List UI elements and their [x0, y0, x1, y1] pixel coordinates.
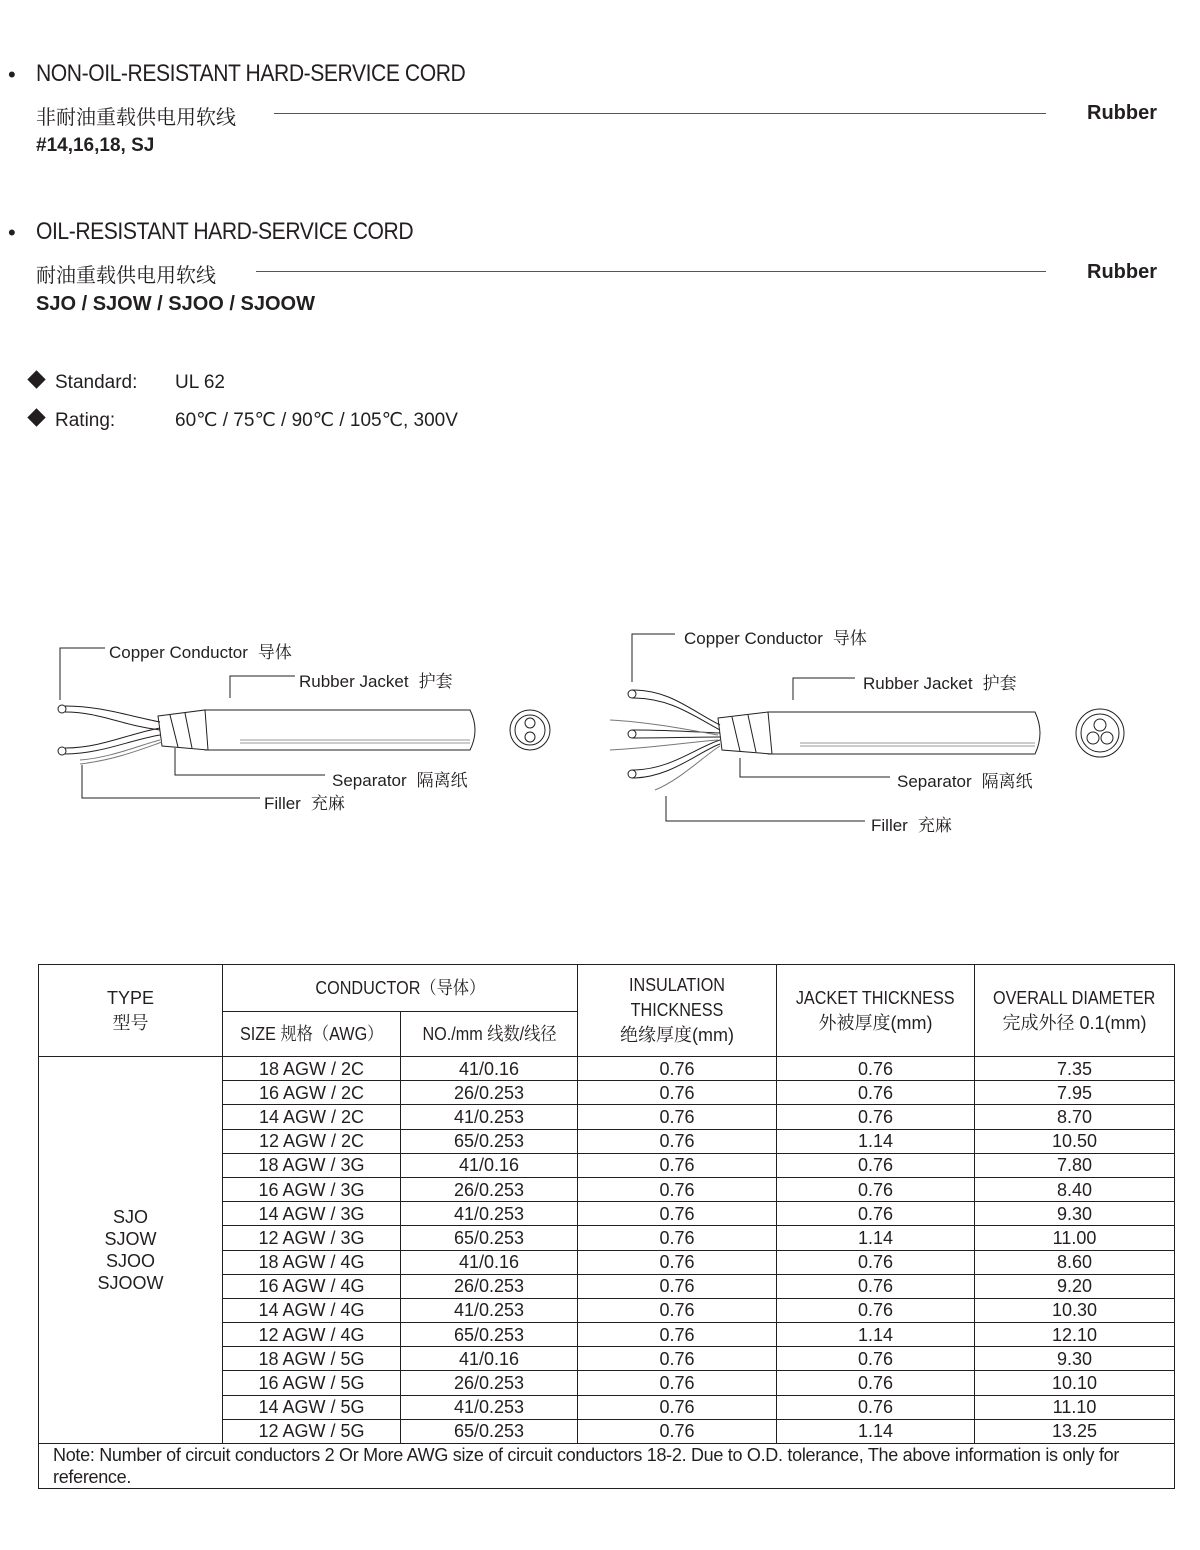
cell-no: 65/0.253 [401, 1419, 578, 1443]
label-filler: Filler 充麻 [871, 816, 952, 836]
cell-jacket: 0.76 [777, 1177, 975, 1201]
cell-size: 12 AGW / 3G [223, 1226, 401, 1250]
cell-size: 14 AGW / 4G [223, 1298, 401, 1322]
cell-no: 65/0.253 [401, 1323, 578, 1347]
cell-jacket: 0.76 [777, 1153, 975, 1177]
cell-jacket: 0.76 [777, 1298, 975, 1322]
cell-diameter: 8.60 [975, 1250, 1175, 1274]
bullet: • [8, 220, 16, 245]
cell-diameter: 10.50 [975, 1129, 1175, 1153]
label-rubber-jacket: Rubber Jacket 护套 [863, 674, 1017, 694]
cell-insulation: 0.76 [578, 1298, 777, 1322]
cell-no: 41/0.16 [401, 1057, 578, 1081]
cell-size: 16 AGW / 3G [223, 1177, 401, 1201]
cell-no: 26/0.253 [401, 1081, 578, 1105]
cell-size: 14 AGW / 2C [223, 1105, 401, 1129]
cell-size: 18 AGW / 5G [223, 1347, 401, 1371]
cell-size: 16 AGW / 5G [223, 1371, 401, 1395]
table-row [39, 1057, 1175, 1081]
cell-insulation: 0.76 [578, 1202, 777, 1226]
cell-jacket: 1.14 [777, 1323, 975, 1347]
header-size: SIZE 规格（AWG） [223, 1012, 401, 1057]
divider-line [256, 271, 1046, 272]
type-label: SJOW [104, 1229, 157, 1249]
label-copper-conductor: Copper Conductor 导体 [684, 629, 867, 649]
cell-size: 16 AGW / 2C [223, 1081, 401, 1105]
cell-insulation: 0.76 [578, 1057, 777, 1081]
cell-diameter: 10.10 [975, 1371, 1175, 1395]
cell-insulation: 0.76 [578, 1347, 777, 1371]
spec-rating [30, 409, 458, 432]
cell-size: 12 AGW / 4G [223, 1323, 401, 1347]
cell-jacket: 0.76 [777, 1274, 975, 1298]
type-cell [39, 1057, 223, 1444]
divider-line [274, 113, 1046, 114]
header-insulation: INSULATION THICKNESS 绝缘厚度(mm) [578, 965, 777, 1057]
cell-insulation: 0.76 [578, 1419, 777, 1443]
spec-value: UL 62 [175, 372, 225, 393]
cell-no: 41/0.253 [401, 1298, 578, 1322]
cell-insulation: 0.76 [578, 1153, 777, 1177]
cell-jacket: 1.14 [777, 1129, 975, 1153]
cell-no: 26/0.253 [401, 1274, 578, 1298]
cell-diameter: 11.10 [975, 1395, 1175, 1419]
cell-diameter: 9.30 [975, 1347, 1175, 1371]
cell-size: 18 AGW / 4G [223, 1250, 401, 1274]
section-title: OIL-RESISTANT HARD-SERVICE CORD [36, 218, 414, 245]
cell-diameter: 13.25 [975, 1419, 1175, 1443]
cell-insulation: 0.76 [578, 1226, 777, 1250]
table-note: Note: Number of circuit conductors 2 Or More AWG size of circuit conductors 18-2. Due to O.D. tolerance, The above information is only for reference. [39, 1444, 1175, 1489]
header-conductor: CONDUCTOR（导体） [223, 965, 578, 1012]
cell-jacket: 0.76 [777, 1371, 975, 1395]
cell-diameter: 10.30 [975, 1298, 1175, 1322]
cell-diameter: 8.70 [975, 1105, 1175, 1129]
spec-value: 60℃ / 75℃ / 90℃ / 105℃, 300V [175, 410, 458, 431]
cell-diameter: 11.00 [975, 1226, 1175, 1250]
cell-no: 26/0.253 [401, 1177, 578, 1201]
cell-diameter: 8.40 [975, 1177, 1175, 1201]
cell-jacket: 0.76 [777, 1347, 975, 1371]
cell-insulation: 0.76 [578, 1250, 777, 1274]
cell-size: 18 AGW / 3G [223, 1153, 401, 1177]
type-label: SJOO [105, 1251, 155, 1271]
label-rubber-jacket: Rubber Jacket 护套 [299, 672, 453, 692]
cell-diameter: 9.20 [975, 1274, 1175, 1298]
cell-jacket: 0.76 [777, 1081, 975, 1105]
cell-diameter: 9.30 [975, 1202, 1175, 1226]
label-separator: Separator 隔离纸 [332, 771, 468, 791]
cell-insulation: 0.76 [578, 1177, 777, 1201]
cell-insulation: 0.76 [578, 1129, 777, 1153]
material-label: Rubber [1087, 261, 1157, 283]
type-label: SJO [112, 1207, 148, 1227]
cord-types: SJO / SJOW / SJOO / SJOOW [36, 293, 315, 315]
header-type: TYPE 型号 [39, 965, 223, 1057]
cell-insulation: 0.76 [578, 1105, 777, 1129]
cell-insulation: 0.76 [578, 1323, 777, 1347]
cell-no: 26/0.253 [401, 1371, 578, 1395]
cell-jacket: 0.76 [777, 1202, 975, 1226]
header-no-mm: NO./mm 线数/线径 [401, 1012, 578, 1057]
type-label: SJOOW [97, 1273, 164, 1293]
section-subtitle-cn: 耐油重载供电用软线 [36, 263, 216, 287]
cell-no: 41/0.16 [401, 1347, 578, 1371]
cell-jacket: 1.14 [777, 1419, 975, 1443]
label-copper-conductor: Copper Conductor 导体 [109, 643, 292, 663]
diamond-bullet-icon [27, 408, 45, 426]
cell-no: 41/0.16 [401, 1250, 578, 1274]
cell-insulation: 0.76 [578, 1395, 777, 1419]
section-title: NON-OIL-RESISTANT HARD-SERVICE CORD [36, 60, 466, 87]
spec-label: Rating: [55, 410, 116, 431]
cell-no: 65/0.253 [401, 1129, 578, 1153]
cell-jacket: 0.76 [777, 1395, 975, 1419]
spec-label: Standard: [55, 372, 138, 393]
spec-table [38, 964, 1175, 1489]
cell-no: 41/0.16 [401, 1153, 578, 1177]
cell-jacket: 1.14 [777, 1226, 975, 1250]
section-subtitle-cn: 非耐油重载供电用软线 [36, 105, 236, 129]
cell-diameter: 7.35 [975, 1057, 1175, 1081]
cell-insulation: 0.76 [578, 1371, 777, 1395]
label-separator: Separator 隔离纸 [897, 772, 1033, 792]
cell-jacket: 0.76 [777, 1105, 975, 1129]
spec-standard [30, 372, 225, 394]
cell-no: 41/0.253 [401, 1105, 578, 1129]
cell-jacket: 0.76 [777, 1250, 975, 1274]
cell-no: 41/0.253 [401, 1395, 578, 1419]
header-diameter: OVERALL DIAMETER 完成外径 0.1(mm) [975, 965, 1175, 1057]
cell-size: 12 AGW / 5G [223, 1419, 401, 1443]
cell-diameter: 7.80 [975, 1153, 1175, 1177]
material-label: Rubber [1087, 102, 1157, 124]
cell-jacket: 0.76 [777, 1057, 975, 1081]
cell-no: 41/0.253 [401, 1202, 578, 1226]
cell-size: 16 AGW / 4G [223, 1274, 401, 1298]
cell-insulation: 0.76 [578, 1274, 777, 1298]
cell-diameter: 12.10 [975, 1323, 1175, 1347]
header-jacket: JACKET THICKNESS 外被厚度(mm) [777, 965, 975, 1057]
cell-diameter: 7.95 [975, 1081, 1175, 1105]
cell-size: 14 AGW / 3G [223, 1202, 401, 1226]
cord-types: #14,16,18, SJ [36, 135, 155, 156]
bullet: • [8, 62, 16, 87]
cell-no: 65/0.253 [401, 1226, 578, 1250]
label-filler: Filler 充麻 [264, 794, 345, 814]
cell-size: 14 AGW / 5G [223, 1395, 401, 1419]
diamond-bullet-icon [27, 370, 45, 388]
cable-diagram-3c [610, 620, 1170, 835]
cell-size: 12 AGW / 2C [223, 1129, 401, 1153]
cell-size: 18 AGW / 2C [223, 1057, 401, 1081]
cell-insulation: 0.76 [578, 1081, 777, 1105]
table-note-row [39, 1444, 1175, 1489]
